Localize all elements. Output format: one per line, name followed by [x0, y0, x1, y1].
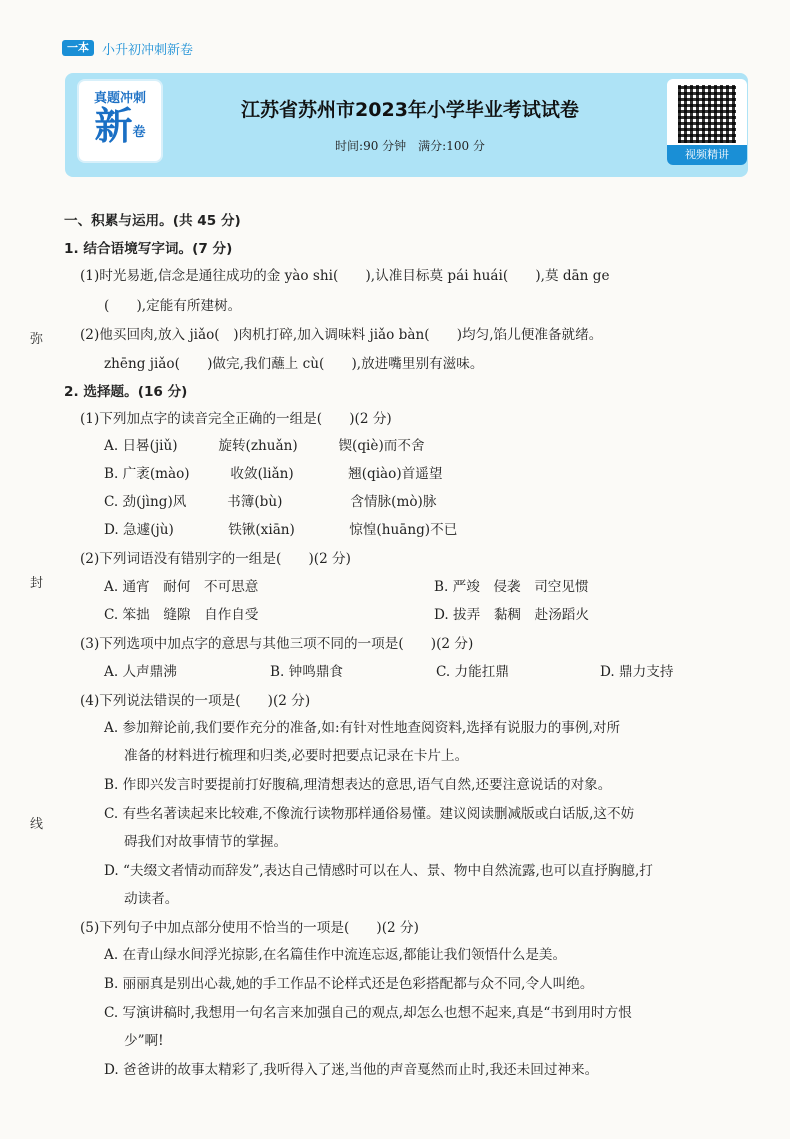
text-line: A. 通宵 耐何 不可思意 [104, 579, 259, 595]
text-line: C. 劲(jìng)风 书簿(bù) 含情脉(mò)脉 [104, 494, 437, 510]
seal-mark: 弥 [30, 332, 44, 347]
text-line: D. 拔弄 黏稠 赴汤蹈火 [434, 607, 589, 623]
exam-banner [65, 73, 748, 177]
text-line: (2)他买回肉,放入 jiǎo( )肉机打碎,加入调味料 jiǎo bàn( )均匀,馅儿便准备就绪。 [80, 327, 603, 343]
text-line: 准备的材料进行梳理和归类,必要时把要点记录在卡片上。 [124, 748, 469, 764]
seal-mark: 封 [30, 576, 44, 591]
text-line: 少”啊! [124, 1033, 164, 1049]
badge-big: 新 [94, 104, 133, 148]
text-line: (3)下列选项中加点字的意思与其他三项不同的一项是( )(2 分) [80, 636, 474, 652]
publisher-logo: 一本 [62, 40, 94, 56]
text-line: B. 广袤(mào) 收敛(liǎn) 翘(qiào)首遥望 [104, 466, 443, 482]
running-header [62, 37, 193, 59]
text-line: B. 钟鸣鼎食 [270, 664, 344, 680]
badge [79, 81, 161, 161]
text-line: A. 在青山绿水间浮光掠影,在名篇佳作中流连忘返,都能让我们领悟什么是美。 [104, 947, 567, 963]
badge-top: 真题冲刺 [93, 91, 146, 106]
text-line: (1)时光易逝,信念是通往成功的金 yào shi( ),认准目标莫 pái huái( ),莫 dān ge [80, 268, 610, 284]
qr-label: 视频精讲 [667, 145, 747, 165]
text-line: A. 日晷(jiǔ) 旋转(zhuǎn) 锲(qiè)而不舍 [104, 438, 425, 454]
text-line: C. 有些名著读起来比较难,不像流行读物那样通俗易懂。建议阅读删减版或白话版,这不妨 [104, 806, 635, 822]
text-line: B. 丽丽真是别出心裁,她的手工作品不论样式还是色彩搭配都与众不同,令人叫绝。 [104, 976, 594, 992]
text-line: C. 力能扛鼎 [436, 664, 509, 680]
exam-subtitle: 时间:90 分钟 满分:100 分 [335, 139, 485, 153]
text-line: D. 急遽(jù) 铁锹(xiān) 惊惶(huāng)不已 [104, 522, 458, 538]
text-line: (4)下列说法错误的一项是( )(2 分) [80, 693, 311, 709]
section-heading: 1. 结合语境写字词。(7 分) [64, 241, 233, 257]
series-title: 小升初冲刺新卷 [102, 42, 194, 58]
badge-small: 卷 [132, 125, 146, 140]
qr-code-icon [678, 85, 736, 143]
section-heading: 2. 选择题。(16 分) [64, 384, 188, 400]
text-line: D. “夫缀文者情动而辞发”,表达自己情感时可以在人、景、物中自然流露,也可以直抒胸臆,打 [104, 863, 653, 879]
exam-title: 江苏省苏州市2023年小学毕业考试试卷 [241, 99, 579, 121]
text-line: C. 笨拙 缝隙 自作自受 [104, 607, 259, 623]
text-line: D. 爸爸讲的故事太精彩了,我听得入了迷,当他的声音戛然而止时,我还未回过神来。 [104, 1062, 599, 1078]
text-line: B. 作即兴发言时要提前打好腹稿,理清想表达的意思,语气自然,还要注意说话的对象。 [104, 777, 612, 793]
text-line: (2)下列词语没有错别字的一组是( )(2 分) [80, 551, 351, 567]
text-line: 碍我们对故事情节的掌握。 [124, 834, 288, 850]
section-heading: 一、积累与运用。(共 45 分) [64, 213, 241, 229]
text-line: B. 严竣 侵袭 司空见惯 [434, 579, 589, 595]
seal-mark: 线 [30, 817, 44, 832]
text-line: C. 写演讲稿时,我想用一句名言来加强自己的观点,却怎么也想不起来,真是“书到用时方恨 [104, 1005, 632, 1021]
text-line: (1)下列加点字的读音完全正确的一组是( )(2 分) [80, 411, 392, 427]
text-line: D. 鼎力支持 [600, 664, 674, 680]
text-line: (5)下列句子中加点部分使用不恰当的一项是( )(2 分) [80, 920, 419, 936]
qr-code[interactable] [667, 79, 747, 165]
text-line: A. 参加辩论前,我们要作充分的准备,如:有针对性地查阅资料,选择有说服力的事例,对所 [104, 720, 621, 736]
text-line: zhēng jiǎo( )做完,我们蘸上 cù( ),放进嘴里别有滋味。 [104, 356, 484, 372]
text-line: A. 人声鼎沸 [104, 664, 177, 680]
text-line: ( ),定能有所建树。 [104, 298, 242, 314]
text-line: 动读者。 [124, 891, 179, 907]
